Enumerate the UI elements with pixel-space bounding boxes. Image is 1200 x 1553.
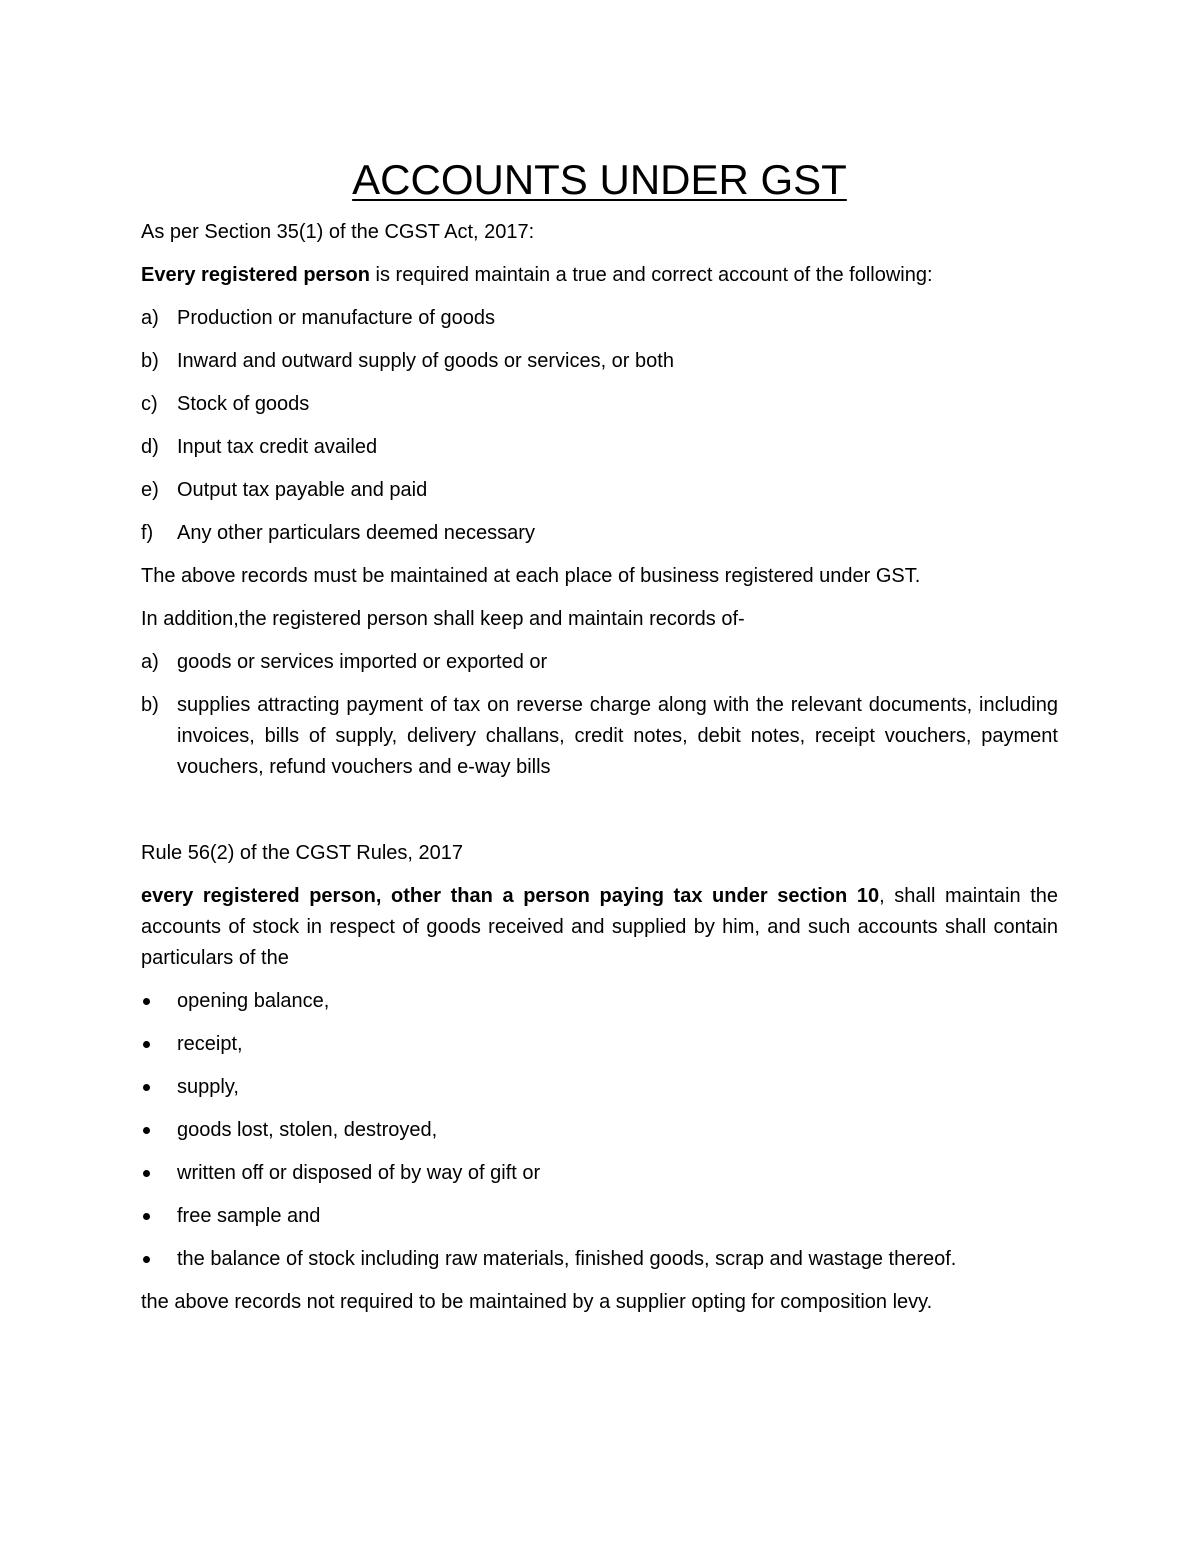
list-item-text: Output tax payable and paid bbox=[177, 479, 428, 501]
bullet-icon bbox=[141, 1201, 177, 1232]
document-title: ACCOUNTS UNDER GST bbox=[352, 156, 847, 203]
bullet-icon bbox=[141, 1115, 177, 1146]
list-item-text: Input tax credit availed bbox=[177, 436, 378, 458]
bullet-text: receipt, bbox=[177, 1033, 243, 1055]
list-item bbox=[141, 389, 1058, 420]
list-item-text: Stock of goods bbox=[177, 393, 310, 415]
bullet-item bbox=[141, 1158, 1058, 1189]
list-item-text: goods or services imported or exported or bbox=[177, 651, 548, 673]
bullet-icon bbox=[141, 1158, 177, 1189]
bullet-text: supply, bbox=[177, 1076, 239, 1098]
list-item-text: Any other particulars deemed necessary bbox=[177, 522, 535, 544]
bullet-text: goods lost, stolen, destroyed, bbox=[177, 1119, 438, 1141]
list-marker: e) bbox=[141, 479, 159, 501]
list-item-text: Production or manufacture of goods bbox=[177, 307, 495, 329]
list-marker: a) bbox=[141, 651, 159, 673]
document-page bbox=[141, 152, 1058, 1330]
bullet-text: opening balance, bbox=[177, 990, 330, 1012]
bullet-item bbox=[141, 1072, 1058, 1103]
bullet-icon bbox=[141, 1244, 177, 1275]
list-item bbox=[141, 346, 1058, 377]
intro-paragraph: As per Section 35(1) of the CGST Act, 2017: bbox=[141, 221, 535, 243]
closing-paragraph: the above records not required to be maintained by a supplier opting for composition levy. bbox=[141, 1291, 933, 1313]
paragraph-text: , shall maintain the accounts of stock in respect of goods received and supplied by him, and such accounts shall contain particulars of the bbox=[141, 885, 1058, 969]
rule-paragraph bbox=[141, 881, 1058, 974]
bullet-text: free sample and bbox=[177, 1205, 321, 1227]
bullet-item bbox=[141, 986, 1058, 1017]
list-marker: b) bbox=[141, 350, 159, 372]
paragraph-place-of-business: The above records must be maintained at each place of business registered under GST. bbox=[141, 565, 921, 587]
bullet-item bbox=[141, 1115, 1058, 1146]
bullet-icon bbox=[141, 1029, 177, 1060]
bullet-item bbox=[141, 1201, 1058, 1232]
list-marker: f) bbox=[141, 522, 154, 544]
bullet-icon bbox=[141, 1072, 177, 1103]
list-item-text: Inward and outward supply of goods or services, or both bbox=[177, 350, 674, 372]
list-marker: c) bbox=[141, 393, 158, 415]
requirement-paragraph bbox=[141, 260, 1058, 291]
list-item bbox=[141, 475, 1058, 506]
bullet-text: the balance of stock including raw materials, finished goods, scrap and wastage thereof. bbox=[177, 1248, 957, 1270]
list-marker: d) bbox=[141, 436, 159, 458]
bullet-item bbox=[141, 1244, 1058, 1275]
list-marker: a) bbox=[141, 307, 159, 329]
bullet-icon bbox=[141, 986, 177, 1017]
list-item bbox=[141, 432, 1058, 463]
paragraph-additional-records: In addition,the registered person shall keep and maintain records of- bbox=[141, 608, 745, 630]
bullet-text: written off or disposed of by way of gift or bbox=[177, 1162, 541, 1184]
list-item bbox=[141, 647, 1058, 678]
bold-phrase: every registered person, other than a person paying tax under section 10 bbox=[141, 885, 880, 907]
list-item bbox=[141, 303, 1058, 334]
list-item bbox=[141, 518, 1058, 549]
list-item bbox=[141, 690, 1058, 783]
rule-heading: Rule 56(2) of the CGST Rules, 2017 bbox=[141, 842, 464, 864]
bold-phrase: Every registered person bbox=[141, 264, 370, 286]
paragraph-text: is required maintain a true and correct account of the following: bbox=[370, 264, 933, 286]
bullet-item bbox=[141, 1029, 1058, 1060]
list-marker: b) bbox=[141, 694, 159, 716]
list-item-text: supplies attracting payment of tax on reverse charge along with the relevant documents, including invoices, bills of supply, delivery challans, credit notes, debit notes, receipt vouchers, payment vouchers, refund vouchers and e-way bills bbox=[177, 694, 1058, 778]
